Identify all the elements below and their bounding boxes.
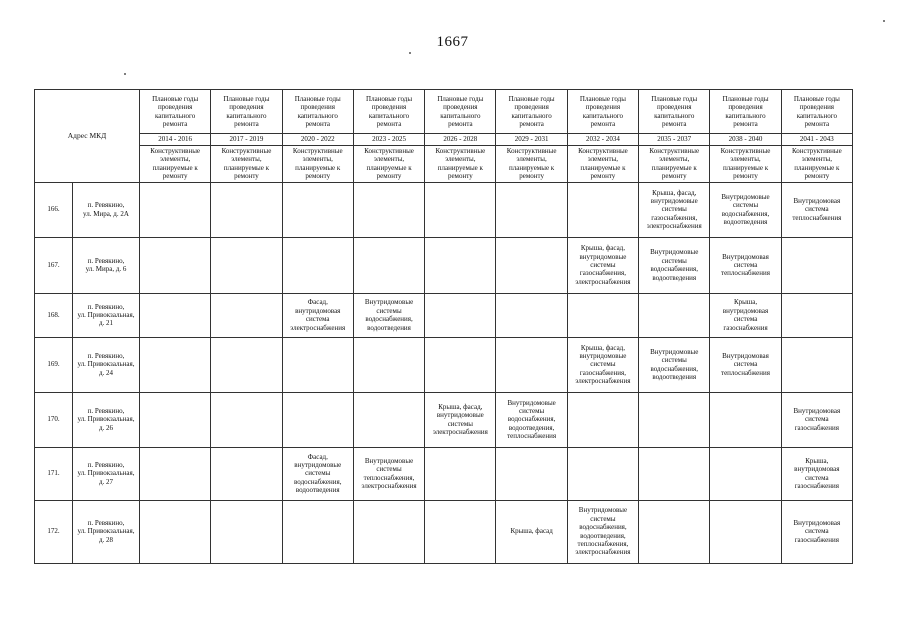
period-header: 2020 - 2022 [282, 134, 353, 146]
address-column-header: Адрес МКД [35, 90, 140, 183]
row-number: 172. [35, 500, 73, 563]
repair-elements-cell [710, 447, 781, 500]
scan-speck [883, 20, 885, 22]
repair-elements-cell [211, 182, 282, 237]
plan-years-header: Плановые годы проведения капитального ремонта [710, 90, 781, 134]
repair-elements-cell: Внутридомовые системы водоснабжения, водоотведения [353, 293, 424, 337]
repair-elements-cell [140, 237, 211, 293]
repair-elements-cell [353, 237, 424, 293]
repair-elements-cell [425, 500, 496, 563]
repair-elements-cell: Внутридомовая система теплоснабжения [710, 237, 781, 293]
row-number: 169. [35, 337, 73, 392]
plan-years-header: Плановые годы проведения капитального ремонта [282, 90, 353, 134]
row-address: п. Ревякино, ул. Привокзальная, д. 21 [73, 293, 140, 337]
repair-elements-cell [496, 447, 567, 500]
repair-elements-cell: Фасад, внутридомовые системы водоснабжения, водоотведения [282, 447, 353, 500]
plan-years-header: Плановые годы проведения капитального ремонта [353, 90, 424, 134]
row-number: 170. [35, 392, 73, 447]
row-address: п. Ревякино, ул. Мира, д. 2А [73, 182, 140, 237]
repair-elements-cell [211, 392, 282, 447]
repair-elements-cell: Крыша, фасад [496, 500, 567, 563]
repair-elements-cell [211, 447, 282, 500]
repair-elements-cell [282, 337, 353, 392]
repair-elements-cell [781, 237, 852, 293]
repair-elements-cell [353, 392, 424, 447]
repair-elements-cell [211, 500, 282, 563]
repair-elements-cell [282, 237, 353, 293]
page-number: 1667 [436, 34, 469, 50]
row-address: п. Ревякино, ул. Привокзальная, д. 26 [73, 392, 140, 447]
repair-elements-cell [211, 237, 282, 293]
table-row [35, 293, 853, 337]
repair-elements-cell [639, 447, 710, 500]
repair-elements-cell: Внутридомовая система газоснабжения [781, 392, 852, 447]
row-address: п. Ревякино, ул. Привокзальная, д. 24 [73, 337, 140, 392]
plan-years-header: Плановые годы проведения капитального ремонта [781, 90, 852, 134]
repair-elements-cell [496, 237, 567, 293]
plan-years-header: Плановые годы проведения капитального ремонта [496, 90, 567, 134]
repair-elements-cell [140, 182, 211, 237]
header-row-periods [35, 134, 853, 146]
repair-elements-cell [567, 182, 638, 237]
period-header: 2026 - 2028 [425, 134, 496, 146]
elements-header: Конструктивные элементы, планируемые к ремонту [140, 146, 211, 183]
elements-header: Конструктивные элементы, планируемые к ремонту [353, 146, 424, 183]
repair-elements-cell [425, 182, 496, 237]
table-row [35, 500, 853, 563]
elements-header: Конструктивные элементы, планируемые к ремонту [639, 146, 710, 183]
period-header: 2038 - 2040 [710, 134, 781, 146]
row-number: 168. [35, 293, 73, 337]
elements-header: Конструктивные элементы, планируемые к ремонту [211, 146, 282, 183]
period-header: 2035 - 2037 [639, 134, 710, 146]
table-row [35, 392, 853, 447]
repair-elements-cell [710, 392, 781, 447]
repair-elements-cell: Внутридомовые системы водоснабжения, водоотведения, теплоснабжения, электроснабжения [567, 500, 638, 563]
repair-elements-cell [282, 392, 353, 447]
repair-elements-cell: Внутридомовые системы водоснабжения, водоотведения, теплоснабжения [496, 392, 567, 447]
repair-elements-cell: Крыша, фасад, внутридомовые системы газоснабжения, электроснабжения [567, 337, 638, 392]
period-header: 2017 - 2019 [211, 134, 282, 146]
elements-header: Конструктивные элементы, планируемые к ремонту [710, 146, 781, 183]
row-address: п. Ревякино, ул. Привокзальная, д. 28 [73, 500, 140, 563]
repair-elements-cell [140, 447, 211, 500]
repair-elements-cell: Внутридомовая система газоснабжения [781, 500, 852, 563]
repair-elements-cell: Внутридомовая система теплоснабжения [781, 182, 852, 237]
plan-years-header: Плановые годы проведения капитального ремонта [211, 90, 282, 134]
repair-elements-cell [781, 337, 852, 392]
repair-elements-cell [639, 500, 710, 563]
period-header: 2014 - 2016 [140, 134, 211, 146]
table-row [35, 447, 853, 500]
repair-elements-cell [211, 293, 282, 337]
repair-elements-cell [353, 182, 424, 237]
plan-years-header: Плановые годы проведения капитального ремонта [567, 90, 638, 134]
repair-elements-cell [140, 500, 211, 563]
repair-elements-cell [282, 182, 353, 237]
period-header: 2029 - 2031 [496, 134, 567, 146]
header-row-plan [35, 90, 853, 134]
table-row [35, 237, 853, 293]
repair-elements-cell [425, 237, 496, 293]
row-number: 171. [35, 447, 73, 500]
elements-header: Конструктивные элементы, планируемые к ремонту [425, 146, 496, 183]
repair-elements-cell: Внутридомовые системы водоснабжения, водоотведения [639, 237, 710, 293]
repair-elements-cell [425, 447, 496, 500]
repair-elements-cell [140, 392, 211, 447]
repair-elements-cell: Крыша, фасад, внутридомовые системы газоснабжения, электроснабжения [567, 237, 638, 293]
scan-speck [124, 73, 126, 75]
elements-header: Конструктивные элементы, планируемые к ремонту [496, 146, 567, 183]
elements-header: Конструктивные элементы, планируемые к ремонту [567, 146, 638, 183]
period-header: 2032 - 2034 [567, 134, 638, 146]
repair-elements-cell [639, 293, 710, 337]
repair-elements-cell: Фасад, внутридомовая система электроснабжения [282, 293, 353, 337]
repair-elements-cell [496, 182, 567, 237]
repair-elements-cell [496, 293, 567, 337]
plan-years-header: Плановые годы проведения капитального ремонта [140, 90, 211, 134]
repair-elements-cell [496, 337, 567, 392]
repair-elements-cell [282, 500, 353, 563]
repair-elements-cell [567, 293, 638, 337]
repair-elements-cell [353, 500, 424, 563]
row-number: 166. [35, 182, 73, 237]
repair-elements-cell [639, 392, 710, 447]
repair-elements-cell [710, 500, 781, 563]
repair-elements-cell: Крыша, фасад, внутридомовые системы электроснабжения [425, 392, 496, 447]
period-header: 2041 - 2043 [781, 134, 852, 146]
scan-speck [409, 52, 411, 54]
table-row [35, 182, 853, 237]
repair-elements-cell [211, 337, 282, 392]
repair-elements-cell [425, 293, 496, 337]
row-address: п. Ревякино, ул. Привокзальная, д. 27 [73, 447, 140, 500]
repair-elements-cell [425, 337, 496, 392]
elements-header: Конструктивные элементы, планируемые к ремонту [781, 146, 852, 183]
repair-elements-cell [140, 337, 211, 392]
elements-header: Конструктивные элементы, планируемые к ремонту [282, 146, 353, 183]
row-address: п. Ревякино, ул. Мира, д. 6 [73, 237, 140, 293]
repair-elements-cell: Внутридомовая система теплоснабжения [710, 337, 781, 392]
repair-elements-cell [353, 337, 424, 392]
period-header: 2023 - 2025 [353, 134, 424, 146]
repair-elements-cell [567, 447, 638, 500]
repair-elements-cell: Крыша, внутридомовая система газоснабжения [781, 447, 852, 500]
repair-elements-cell: Внутридомовые системы водоснабжения, водоотведения [639, 337, 710, 392]
plan-years-header: Плановые годы проведения капитального ремонта [639, 90, 710, 134]
repair-elements-cell [781, 293, 852, 337]
plan-years-header: Плановые годы проведения капитального ремонта [425, 90, 496, 134]
repair-elements-cell: Крыша, внутридомовая система газоснабжения [710, 293, 781, 337]
repair-elements-cell: Внутридомовые системы теплоснабжения, электроснабжения [353, 447, 424, 500]
table-row [35, 337, 853, 392]
repair-elements-cell: Крыша, фасад, внутридомовые системы газоснабжения, электроснабжения [639, 182, 710, 237]
header-row-elements [35, 146, 853, 183]
repair-elements-cell: Внутридомовые системы водоснабжения, водоотведения [710, 182, 781, 237]
repair-elements-cell [567, 392, 638, 447]
capital-repair-plan-table [34, 89, 853, 564]
row-number: 167. [35, 237, 73, 293]
repair-elements-cell [140, 293, 211, 337]
